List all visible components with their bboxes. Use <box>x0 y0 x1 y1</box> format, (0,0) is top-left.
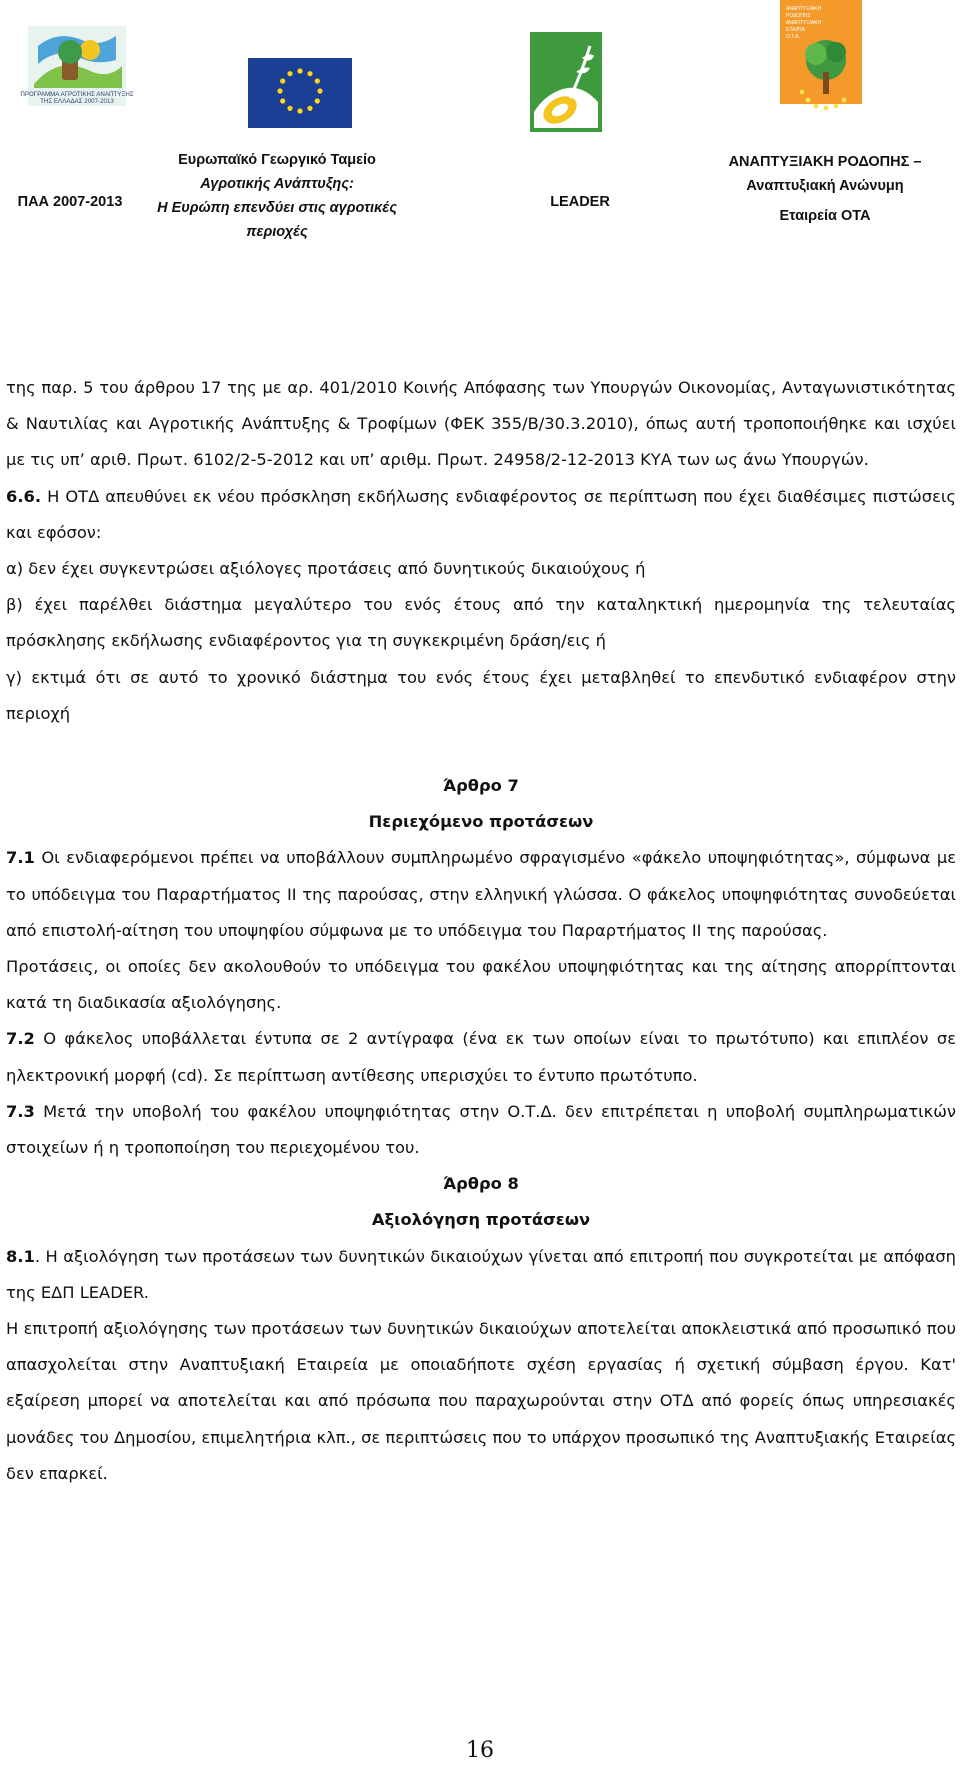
logo4-caption-2: ΡΟΔΟΠΗΣ <box>786 13 811 19</box>
page-number: 16 <box>466 1738 494 1763</box>
paragraph-continuation: της παρ. 5 του άρθρου 17 της με αρ. 401/2010 Κοινής Απόφασης των Υπουργών Οικονομίας, Ανταγωνιστικότητας & Ναυτιλίας και Αγροτικής Ανάπτυξης & Τροφίμων (ΦΕΚ 355/Β/30.3.2010), όπως αυτή τροποποιήθηκε και ισχύει με τις υπ’ αριθ. Πρωτ. 6102/2-5-2012 και υπ’ αριθμ. Πρωτ. 24958/2-12-2013 ΚΥΑ των ως άνω Υπουργών. <box>6 378 956 470</box>
paragraph-7-1-b: Προτάσεις, οι οποίες δεν ακολουθούν το υπόδειγμα του φακέλου υποψηφιότητας και της αίτησης απορρίπτονται κατά τη διαδικασία αξιολόγησης. <box>6 957 956 1013</box>
fund-line-4: περιοχές <box>246 224 308 240</box>
clause-number: 6.6. <box>6 486 42 506</box>
eu-flag-logo <box>248 58 352 128</box>
clause-number: 7.2 <box>6 1029 35 1049</box>
clause-number: 8.1 <box>6 1246 35 1266</box>
paragraph-8-1 <box>6 1239 956 1311</box>
item-c: γ) εκτιμά ότι σε αυτό το χρονικό διάστημα του ενός έτους έχει μεταβληθεί το επενδυτικό ενδιαφέρον στην περιοχή <box>6 667 956 723</box>
logo-caption-2: ΤΗΣ ΕΛΛΑΔΑΣ 2007-2013 <box>40 98 114 105</box>
clause-text: . Η αξιολόγηση των προτάσεων των δυνητικών δικαιούχων γίνεται από επιτροπή που συγκροτείται με απόφαση της ΕΔΠ LEADER. <box>6 1246 956 1302</box>
article-8-title: Άρθρο 8 <box>443 1174 519 1194</box>
logo4-caption-1: ΑΝΑΠΤΥΞΙΑΚΗ <box>786 6 822 12</box>
item-a: α) δεν έχει συγκεντρώσει αξιόλογες προτάσεις από δυνητικούς δικαιούχους ή <box>6 559 646 579</box>
logo-caption-1: ΠΡΟΓΡΑΜΜΑ ΑΓΡΟΤΙΚΗΣ ΑΝΑΠΤΥΞΗΣ <box>20 91 134 98</box>
rodopi-development-logo <box>778 0 864 122</box>
clause-number: 7.1 <box>6 848 35 868</box>
paragraph-7-2 <box>6 1021 956 1093</box>
article-7-subtitle: Περιεχόμενο προτάσεων <box>368 812 594 832</box>
paragraph-8-1-b: Η επιτροπή αξιολόγησης των προτάσεων των δυνητικών δικαιούχων αποτελείται αποκλειστικά από προσωπικό που απασχολείται στην Αναπτυξιακή Εταιρεία με οποιαδήποτε σχέση εργασίας ή σχετική σύμβαση έργου. Κατ' εξαίρεση μπορεί να αποτελείται και από πρόσωπα που παραχωρούνται στην ΟΤΔ από φορείς όπως υπηρεσιακές μονάδες του Δημοσίου, επιμελητήρια κλπ., σε περιπτώσεις που το υπάρχον προσωπικό της Αναπτυξιακής Εταιρείας δεν επαρκεί. <box>6 1319 956 1483</box>
item-b: β) έχει παρέλθει διάστημα μεγαλύτερο του ενός έτους από την καταληκτική ημερομηνία της τελευταίας πρόσκλησης εκδήλωσης ενδιαφέροντος για τη συγκεκριμένη δράση/εις ή <box>6 595 956 651</box>
clause-text: Οι ενδιαφερόμενοι πρέπει να υποβάλλουν συμπληρωμένο σφραγισμένο «φάκελο υποψηφιότητας», σύμφωνα με το υπόδειγμα του Παραρτήματος ΙΙ της παρούσας, στην ελληνική γλώσσα. Ο φάκελος υποψηφιότητας συνοδεύεται από επιστολή-αίτηση του υποψηφίου σύμφωνα με το υπόδειγμα του Παραρτήματος ΙΙ της παρούσας. <box>6 848 956 940</box>
document-body <box>6 370 956 1492</box>
paragraph-6-6 <box>6 479 956 551</box>
logo4-caption-3: ΑΝΑΠΤΥΞΙΑΚΗ <box>786 20 822 26</box>
fund-line-2: Αγροτικής Ανάπτυξης: <box>200 176 354 192</box>
paragraph-7-1 <box>6 840 956 949</box>
article-7-title: Άρθρο 7 <box>443 776 519 796</box>
clause-text: Η ΟΤΔ απευθύνει εκ νέου πρόσκληση εκδήλωσης ενδιαφέροντος σε περίπτωση που έχει διαθέσιμες πιστώσεις και εφόσον: <box>6 486 956 542</box>
fund-line-3: Η Ευρώπη επενδύει στις αγροτικές <box>157 200 397 216</box>
leader-label: LEADER <box>550 194 610 210</box>
clause-text: Μετά την υποβολή του φακέλου υποψηφιότητας στην Ο.Τ.Δ. δεν επιτρέπεται η υποβολή συμπληρωματικών στοιχείων ή η τροποποίηση του περιεχομένου του. <box>6 1101 956 1158</box>
program-code: ΠΑΑ 2007-2013 <box>17 194 123 210</box>
company-line-3: Εταιρεία ΟΤΑ <box>779 208 871 224</box>
company-line-1: ΑΝΑΠΤΥΞΙΑΚΗ ΡΟΔΟΠΗΣ – <box>728 154 922 170</box>
paragraph-7-3 <box>6 1094 956 1166</box>
leader-logo <box>530 32 602 132</box>
article-8-subtitle: Αξιολόγηση προτάσεων <box>371 1210 591 1230</box>
clause-number: 7.3 <box>6 1101 35 1121</box>
page-header <box>0 0 960 270</box>
logo4-caption-4: ΕΤΑΙΡΙΑ <box>786 27 805 33</box>
logo4-caption-5: Ο.Τ.Α. <box>786 34 800 40</box>
rural-development-logo <box>20 26 134 106</box>
company-line-2: Αναπτυξιακή Ανώνυμη <box>746 178 904 194</box>
clause-text: Ο φάκελος υποβάλλεται έντυπα σε 2 αντίγραφα (ένα εκ των οποίων είναι το πρωτότυπο) και επιπλέον σε ηλεκτρονική μορφή (cd). Σε περίπτωση αντίθεσης υπερισχύει το έντυπο πρωτότυπο. <box>6 1029 956 1085</box>
fund-line-1: Ευρωπαϊκό Γεωργικό Ταμείο <box>178 152 376 168</box>
